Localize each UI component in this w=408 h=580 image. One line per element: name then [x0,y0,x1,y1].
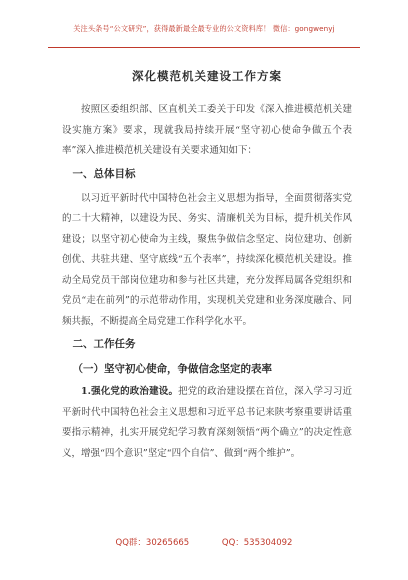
subsection-heading-1: （一）坚守初心使命，争做信念坚定的表率 [72,363,272,375]
document-body [62,68,352,464]
item-1-lead: 1.强化党的政治建设。 [81,386,179,397]
item-1-paragraph [62,382,352,464]
item-1-body: 把党的政治建设摆在首位，深入学习习近平新时代中国特色社会主义思想和习近平总书记来陕考察重要讲话重要指示精神，扎实开展党纪学习教育深刻领悟“两个确立”的决定性意义，增强“四个意识”坚定“四个自信”、做到“两个维护”。 [62,386,352,459]
section-heading-tasks: 二、工作任务 [72,338,136,350]
goals-paragraph: 以习近平新时代中国特色社会主义思想为指导，全面贯彻落实党的二十大精神，以建设为民、务实、清廉机关为目标，提升机关作风建设；以坚守初心使命为主线，聚焦争做信念坚定、岗位建功、创新创优、共驻共建、坚守底线“五个表率”，持续深化模范机关建设。推动全局党员干部岗位建功和参与社区共建，充分发挥局属各党组织和党员“走在前列”的示范带动作用，实现机关党建和业务深度融合、同频共振，不断提高全局党建工作科学化水平。 [62,192,352,327]
header-divider [48,47,360,48]
page-footer [0,536,408,548]
page-header-banner: 关注头条号“公文研究”，获得最新最全最专业的公文资料库！ 微信：gongwenyj [73,24,335,33]
section-heading-goals: 一、总体目标 [72,167,136,180]
document-title: 深化模范机关建设工作方案 [132,69,282,83]
intro-paragraph: 按照区委组织部、区直机关工委关于印发《深入推进模范机关建设实施方案》要求，现就我局持续开展“坚守初心使命争做五个表率”深入推进模范机关建设有关要求通知如下： [62,104,352,156]
footer-qq-group: QQ群：30265665 [115,538,190,548]
footer-qq: QQ：535304092 [221,538,293,548]
